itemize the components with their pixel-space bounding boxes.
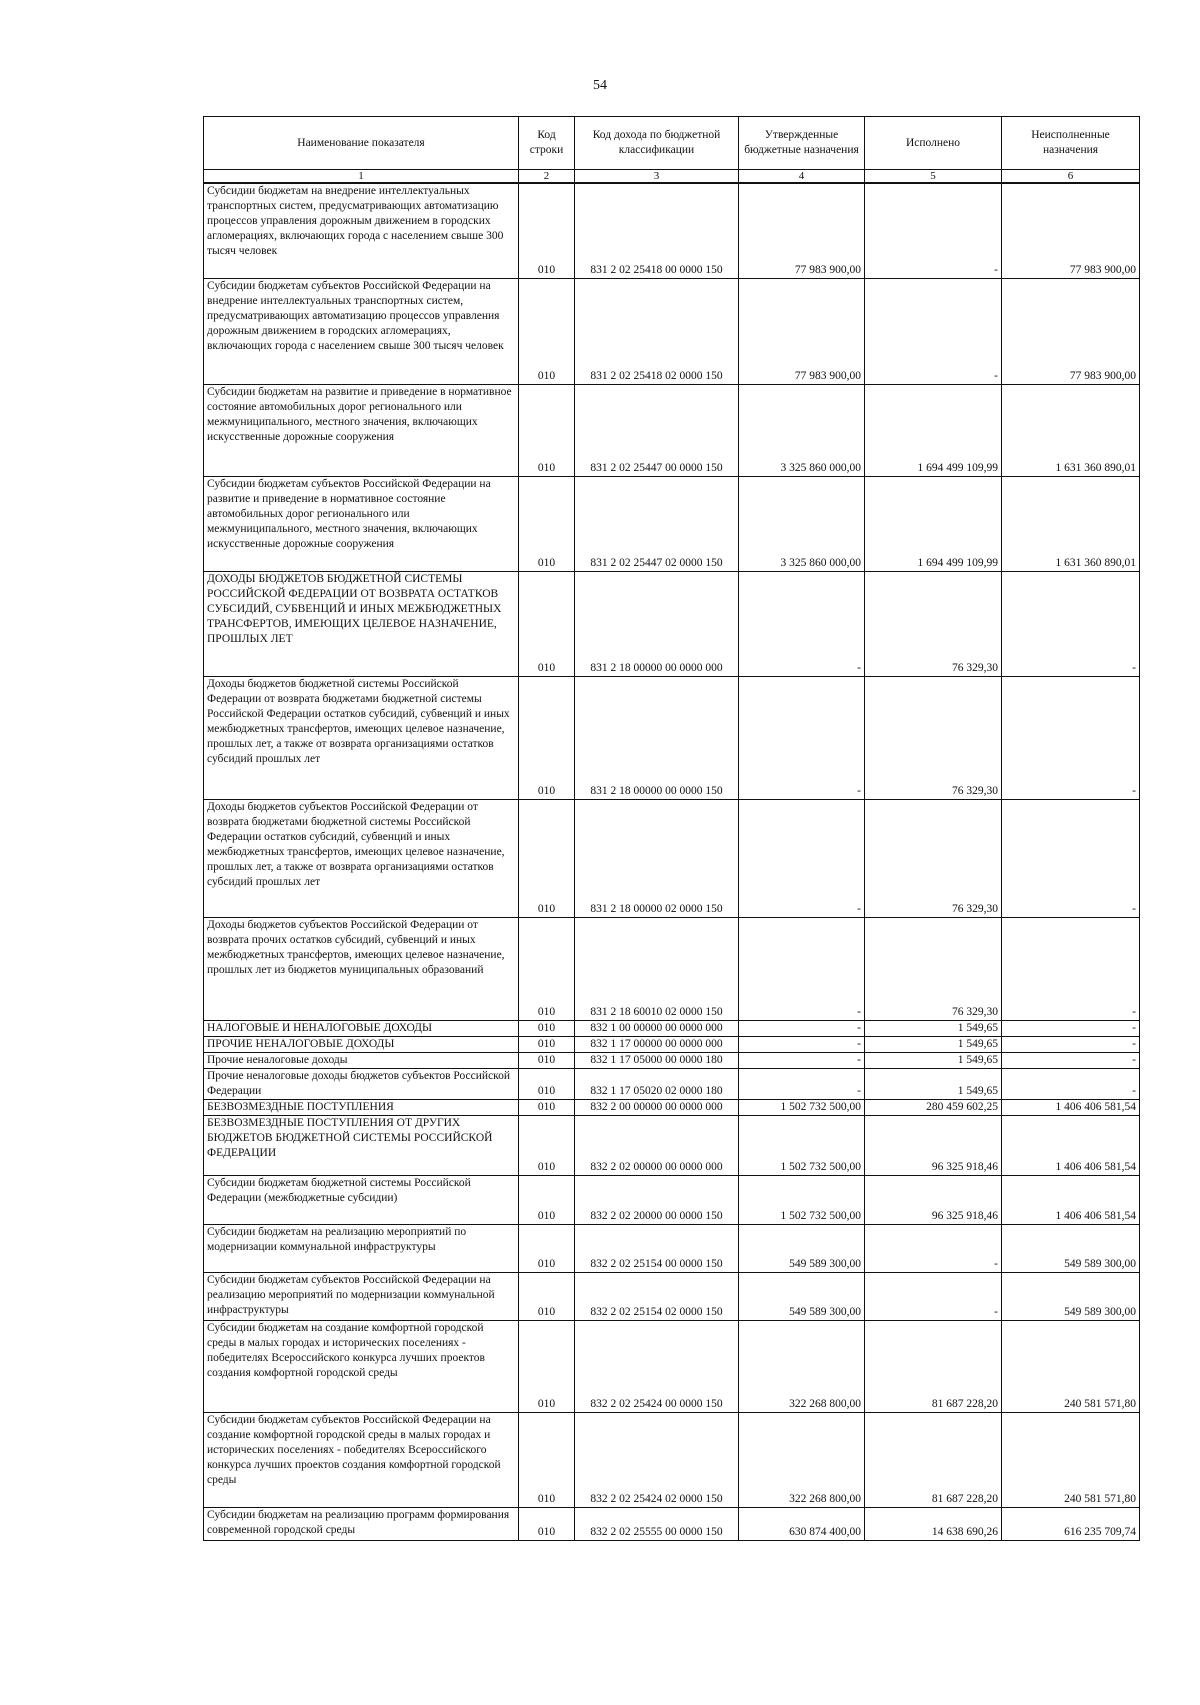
row-name: Доходы бюджетов бюджетной системы Российской Федерации от возврата бюджетами бюджетной системы Российской Федерации остатков субсидий, субвенций и иных межбюджетных трансфертов, имеющих целевое назначение, прошлых лет, а также от возврата организациями остатков субсидий прошлых лет bbox=[204, 676, 519, 799]
row-executed: 1 694 499 109,99 bbox=[865, 384, 1002, 476]
row-name: ПРОЧИЕ НЕНАЛОГОВЫЕ ДОХОДЫ bbox=[204, 1036, 519, 1052]
row-unexecuted: 549 589 300,00 bbox=[1002, 1224, 1140, 1272]
header-executed: Исполнено bbox=[865, 117, 1002, 170]
row-approved: 549 589 300,00 bbox=[739, 1272, 865, 1320]
row-line-code: 010 bbox=[519, 278, 575, 384]
row-unexecuted: - bbox=[1002, 1068, 1140, 1099]
column-number: 4 bbox=[739, 170, 865, 184]
row-unexecuted: 77 983 900,00 bbox=[1002, 183, 1140, 278]
column-number: 1 bbox=[204, 170, 519, 184]
row-income-code: 832 1 17 05000 00 0000 180 bbox=[575, 1052, 739, 1068]
row-unexecuted: 616 235 709,74 bbox=[1002, 1507, 1140, 1540]
table-row bbox=[204, 1320, 1140, 1412]
row-approved: 1 502 732 500,00 bbox=[739, 1115, 865, 1175]
table-row bbox=[204, 917, 1140, 1020]
row-unexecuted: - bbox=[1002, 676, 1140, 799]
table-row bbox=[204, 1068, 1140, 1099]
row-approved: - bbox=[739, 1068, 865, 1099]
row-executed: 81 687 228,20 bbox=[865, 1412, 1002, 1507]
row-income-code: 832 2 02 25424 02 0000 150 bbox=[575, 1412, 739, 1507]
row-income-code: 831 2 18 60010 02 0000 150 bbox=[575, 917, 739, 1020]
row-line-code: 010 bbox=[519, 1224, 575, 1272]
table-row bbox=[204, 1224, 1140, 1272]
row-income-code: 832 1 17 00000 00 0000 000 bbox=[575, 1036, 739, 1052]
row-executed: - bbox=[865, 1272, 1002, 1320]
row-unexecuted: - bbox=[1002, 917, 1140, 1020]
row-line-code: 010 bbox=[519, 1036, 575, 1052]
row-executed: 76 329,30 bbox=[865, 571, 1002, 676]
table-row bbox=[204, 1175, 1140, 1224]
row-income-code: 832 2 02 25555 00 0000 150 bbox=[575, 1507, 739, 1540]
row-income-code: 831 2 02 25447 00 0000 150 bbox=[575, 384, 739, 476]
table-row bbox=[204, 1507, 1140, 1540]
header-unexecuted: Неисполненные назначения bbox=[1002, 117, 1140, 170]
table-row bbox=[204, 183, 1140, 278]
column-number: 3 bbox=[575, 170, 739, 184]
row-name: Субсидии бюджетам субъектов Российской Федерации на создание комфортной городской среды в малых городах и исторических поселениях - победителях Всероссийского конкурса лучших проектов создания комфортной городской среды bbox=[204, 1412, 519, 1507]
table-row bbox=[204, 1412, 1140, 1507]
table-row bbox=[204, 476, 1140, 571]
row-executed: 1 694 499 109,99 bbox=[865, 476, 1002, 571]
row-income-code: 831 2 18 00000 00 0000 000 bbox=[575, 571, 739, 676]
row-name: БЕЗВОЗМЕЗДНЫЕ ПОСТУПЛЕНИЯ bbox=[204, 1099, 519, 1115]
row-executed: - bbox=[865, 278, 1002, 384]
row-line-code: 010 bbox=[519, 1052, 575, 1068]
row-executed: 76 329,30 bbox=[865, 676, 1002, 799]
row-income-code: 832 2 00 00000 00 0000 000 bbox=[575, 1099, 739, 1115]
row-executed: 280 459 602,25 bbox=[865, 1099, 1002, 1115]
row-unexecuted: - bbox=[1002, 1020, 1140, 1036]
row-income-code: 831 2 18 00000 02 0000 150 bbox=[575, 799, 739, 917]
row-line-code: 010 bbox=[519, 799, 575, 917]
table-row bbox=[204, 1052, 1140, 1068]
row-approved: 77 983 900,00 bbox=[739, 183, 865, 278]
row-executed: 76 329,30 bbox=[865, 917, 1002, 1020]
row-approved: - bbox=[739, 799, 865, 917]
row-unexecuted: 549 589 300,00 bbox=[1002, 1272, 1140, 1320]
column-number-row bbox=[204, 170, 1140, 184]
row-approved: 1 502 732 500,00 bbox=[739, 1175, 865, 1224]
row-approved: - bbox=[739, 1020, 865, 1036]
row-executed: 81 687 228,20 bbox=[865, 1320, 1002, 1412]
row-executed: 96 325 918,46 bbox=[865, 1175, 1002, 1224]
header-indicator-name: Наименование показателя bbox=[204, 117, 519, 170]
row-name: Доходы бюджетов субъектов Российской Федерации от возврата прочих остатков субсидий, субвенций и иных межбюджетных трансфертов, имеющих целевое назначение, прошлых лет из бюджетов муниципальных образований bbox=[204, 917, 519, 1020]
row-line-code: 010 bbox=[519, 1412, 575, 1507]
row-approved: 3 325 860 000,00 bbox=[739, 384, 865, 476]
row-name: Субсидии бюджетам на внедрение интеллектуальных транспортных систем, предусматривающих автоматизацию процессов управления дорожным движением в городских агломерациях, включающих города с населением свыше 300 тысяч человек bbox=[204, 183, 519, 278]
row-name: Субсидии бюджетам субъектов Российской Федерации на реализацию мероприятий по модернизации коммунальной инфраструктуры bbox=[204, 1272, 519, 1320]
row-unexecuted: - bbox=[1002, 799, 1140, 917]
row-unexecuted: 1 406 406 581,54 bbox=[1002, 1099, 1140, 1115]
row-income-code: 832 2 02 25154 00 0000 150 bbox=[575, 1224, 739, 1272]
row-line-code: 010 bbox=[519, 183, 575, 278]
row-name: БЕЗВОЗМЕЗДНЫЕ ПОСТУПЛЕНИЯ ОТ ДРУГИХ БЮДЖЕТОВ БЮДЖЕТНОЙ СИСТЕМЫ РОССИЙСКОЙ ФЕДЕРАЦИИ bbox=[204, 1115, 519, 1175]
row-line-code: 010 bbox=[519, 1020, 575, 1036]
row-line-code: 010 bbox=[519, 1115, 575, 1175]
row-name: Прочие неналоговые доходы bbox=[204, 1052, 519, 1068]
row-approved: 322 268 800,00 bbox=[739, 1412, 865, 1507]
header-line-code: Код строки bbox=[519, 117, 575, 170]
header-row bbox=[204, 117, 1140, 170]
row-unexecuted: 240 581 571,80 bbox=[1002, 1412, 1140, 1507]
table-row bbox=[204, 799, 1140, 917]
row-unexecuted: 1 631 360 890,01 bbox=[1002, 384, 1140, 476]
row-name: Субсидии бюджетам на развитие и приведение в нормативное состояние автомобильных дорог регионального или межмуниципального, местного значения, включающих искусственные дорожные сооружения bbox=[204, 384, 519, 476]
header-income-code: Код дохода по бюджетной классификации bbox=[575, 117, 739, 170]
row-line-code: 010 bbox=[519, 1068, 575, 1099]
row-income-code: 831 2 02 25418 00 0000 150 bbox=[575, 183, 739, 278]
row-executed: 96 325 918,46 bbox=[865, 1115, 1002, 1175]
row-executed: - bbox=[865, 1224, 1002, 1272]
row-executed: 1 549,65 bbox=[865, 1020, 1002, 1036]
row-executed: - bbox=[865, 183, 1002, 278]
row-line-code: 010 bbox=[519, 1320, 575, 1412]
table-row bbox=[204, 676, 1140, 799]
row-name: ДОХОДЫ БЮДЖЕТОВ БЮДЖЕТНОЙ СИСТЕМЫ РОССИЙСКОЙ ФЕДЕРАЦИИ ОТ ВОЗВРАТА ОСТАТКОВ СУБСИДИЙ, СУБВЕНЦИЙ И ИНЫХ МЕЖБЮДЖЕТНЫХ ТРАНСФЕРТОВ, ИМЕЮЩИХ ЦЕЛЕВОЕ НАЗНАЧЕНИЕ, ПРОШЛЫХ ЛЕТ bbox=[204, 571, 519, 676]
row-executed: 1 549,65 bbox=[865, 1036, 1002, 1052]
table-row bbox=[204, 571, 1140, 676]
row-line-code: 010 bbox=[519, 571, 575, 676]
row-approved: 77 983 900,00 bbox=[739, 278, 865, 384]
row-name: Субсидии бюджетам субъектов Российской Федерации на развитие и приведение в нормативное состояние автомобильных дорог регионального или межмуниципального, местного значения, включающих искусственные дорожные сооружения bbox=[204, 476, 519, 571]
table-row bbox=[204, 1115, 1140, 1175]
row-approved: 3 325 860 000,00 bbox=[739, 476, 865, 571]
row-approved: - bbox=[739, 676, 865, 799]
row-approved: - bbox=[739, 571, 865, 676]
page-number: 54 bbox=[593, 78, 607, 93]
row-name: Субсидии бюджетам на создание комфортной городской среды в малых городах и исторических поселениях - победителях Всероссийского конкурса лучших проектов создания комфортной городской среды bbox=[204, 1320, 519, 1412]
row-approved: 549 589 300,00 bbox=[739, 1224, 865, 1272]
row-approved: - bbox=[739, 1052, 865, 1068]
table-row bbox=[204, 1036, 1140, 1052]
table-row bbox=[204, 278, 1140, 384]
row-unexecuted: 77 983 900,00 bbox=[1002, 278, 1140, 384]
row-unexecuted: - bbox=[1002, 1052, 1140, 1068]
row-income-code: 832 2 02 25424 00 0000 150 bbox=[575, 1320, 739, 1412]
budget-execution-table bbox=[203, 116, 1140, 1541]
row-line-code: 010 bbox=[519, 476, 575, 571]
row-unexecuted: 1 631 360 890,01 bbox=[1002, 476, 1140, 571]
row-approved: 1 502 732 500,00 bbox=[739, 1099, 865, 1115]
row-line-code: 010 bbox=[519, 917, 575, 1020]
row-income-code: 832 2 02 20000 00 0000 150 bbox=[575, 1175, 739, 1224]
table-row bbox=[204, 384, 1140, 476]
table-row bbox=[204, 1272, 1140, 1320]
row-line-code: 010 bbox=[519, 1272, 575, 1320]
row-income-code: 831 2 02 25418 02 0000 150 bbox=[575, 278, 739, 384]
table-row bbox=[204, 1099, 1140, 1115]
column-number: 5 bbox=[865, 170, 1002, 184]
row-unexecuted: 1 406 406 581,54 bbox=[1002, 1175, 1140, 1224]
row-executed: 1 549,65 bbox=[865, 1068, 1002, 1099]
row-executed: 1 549,65 bbox=[865, 1052, 1002, 1068]
row-income-code: 831 2 02 25447 02 0000 150 bbox=[575, 476, 739, 571]
row-approved: 322 268 800,00 bbox=[739, 1320, 865, 1412]
row-unexecuted: - bbox=[1002, 1036, 1140, 1052]
row-unexecuted: - bbox=[1002, 571, 1140, 676]
row-line-code: 010 bbox=[519, 676, 575, 799]
row-name: Субсидии бюджетам бюджетной системы Российской Федерации (межбюджетные субсидии) bbox=[204, 1175, 519, 1224]
row-line-code: 010 bbox=[519, 1099, 575, 1115]
row-executed: 76 329,30 bbox=[865, 799, 1002, 917]
row-income-code: 832 2 02 00000 00 0000 000 bbox=[575, 1115, 739, 1175]
row-name: Доходы бюджетов субъектов Российской Федерации от возврата бюджетами бюджетной системы Российской Федерации остатков субсидий, субвенций и иных межбюджетных трансфертов, имеющих целевое назначение, прошлых лет, а также от возврата организациями остатков субсидий прошлых лет bbox=[204, 799, 519, 917]
row-approved: 630 874 400,00 bbox=[739, 1507, 865, 1540]
row-name: Субсидии бюджетам на реализацию мероприятий по модернизации коммунальной инфраструктуры bbox=[204, 1224, 519, 1272]
row-unexecuted: 1 406 406 581,54 bbox=[1002, 1115, 1140, 1175]
table-row bbox=[204, 1020, 1140, 1036]
row-name: Субсидии бюджетам на реализацию программ формирования современной городской среды bbox=[204, 1507, 519, 1540]
row-line-code: 010 bbox=[519, 384, 575, 476]
row-executed: 14 638 690,26 bbox=[865, 1507, 1002, 1540]
row-name: Прочие неналоговые доходы бюджетов субъектов Российской Федерации bbox=[204, 1068, 519, 1099]
row-income-code: 831 2 18 00000 00 0000 150 bbox=[575, 676, 739, 799]
row-income-code: 832 1 17 05020 02 0000 180 bbox=[575, 1068, 739, 1099]
row-income-code: 832 2 02 25154 02 0000 150 bbox=[575, 1272, 739, 1320]
row-name: Субсидии бюджетам субъектов Российской Федерации на внедрение интеллектуальных транспортных систем, предусматривающих автоматизацию процессов управления дорожным движением в городских агломерациях, включающих города с населением свыше 300 тысяч человек bbox=[204, 278, 519, 384]
header-approved: Утвержденные бюджетные назначения bbox=[739, 117, 865, 170]
column-number: 6 bbox=[1002, 170, 1140, 184]
row-unexecuted: 240 581 571,80 bbox=[1002, 1320, 1140, 1412]
row-approved: - bbox=[739, 917, 865, 1020]
row-line-code: 010 bbox=[519, 1507, 575, 1540]
row-income-code: 832 1 00 00000 00 0000 000 bbox=[575, 1020, 739, 1036]
column-number: 2 bbox=[519, 170, 575, 184]
row-line-code: 010 bbox=[519, 1175, 575, 1224]
row-name: НАЛОГОВЫЕ И НЕНАЛОГОВЫЕ ДОХОДЫ bbox=[204, 1020, 519, 1036]
row-approved: - bbox=[739, 1036, 865, 1052]
